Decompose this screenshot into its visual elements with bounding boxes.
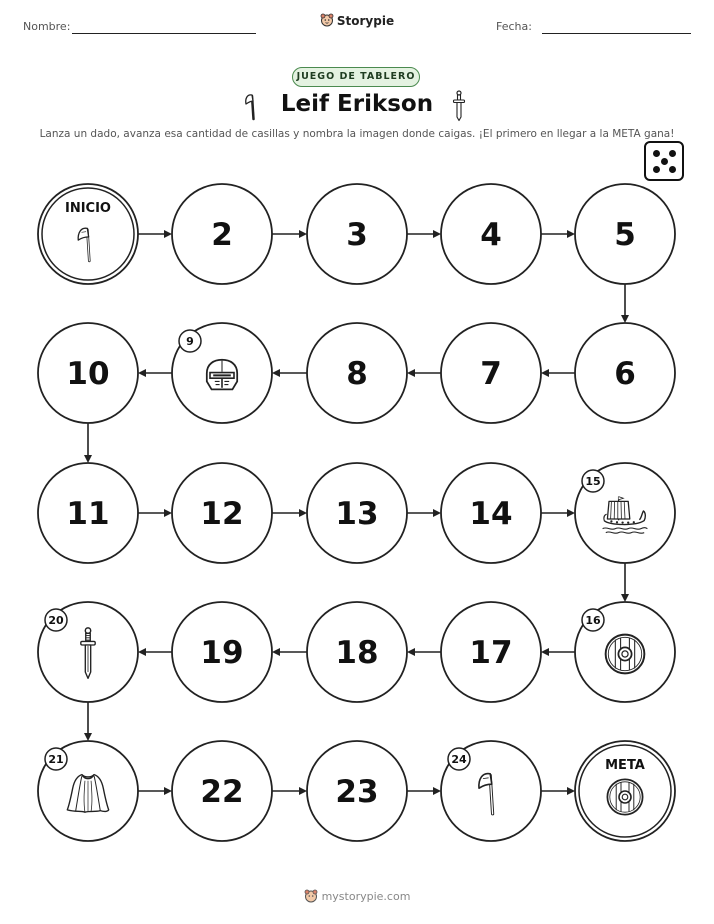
shield-icon [607,779,642,814]
path-arrow [138,648,172,656]
board-space [441,323,541,423]
path-arrow [407,369,441,377]
instructions: Lanza un dado, avanza esa cantidad de casillas y nombra la imagen donde caigas. ¡El primero en llegar a la META gana! [39,128,675,140]
footer [0,889,714,903]
svg-text:16: 16 [585,614,601,627]
path-arrow [272,648,307,656]
space-number: 10 [66,356,110,392]
path-arrow [138,230,172,238]
path-arrow [407,648,441,656]
path-arrow [407,230,441,238]
svg-text:9: 9 [186,335,194,348]
space-number: 5 [614,217,636,253]
board-space [307,463,407,563]
space-number: 18 [335,635,379,671]
path-arrow [541,369,575,377]
svg-text:20: 20 [48,614,64,627]
space-number-badge [179,330,201,352]
board-space [307,602,407,702]
board-space [307,323,407,423]
path-arrow [138,787,172,795]
board-space [575,323,675,423]
board-space [575,602,675,702]
helmet-icon [207,360,237,390]
game-type-badge: JUEGO DE TABLERO [292,67,420,87]
board-space [441,184,541,284]
path-arrow [138,369,172,377]
board-space [38,741,138,841]
path-arrow [541,787,575,795]
board-space [575,184,675,284]
board-space [172,184,272,284]
board-space [441,463,541,563]
path-arrow [272,230,307,238]
board-cells [38,184,675,841]
path-arrow [272,787,307,795]
space-number-badge [45,609,67,631]
space-number: 13 [335,496,379,532]
board-space [172,602,272,702]
space-number-badge [582,609,604,631]
space-number: 8 [346,356,368,392]
board-space [172,463,272,563]
name-label: Nombre: [23,20,71,33]
path-arrow [621,563,629,602]
space-number: 23 [335,774,379,810]
path-arrow [541,648,575,656]
storypie-logo-icon [304,889,318,903]
path-arrow [407,509,441,517]
space-number-badge [45,748,67,770]
footer-url[interactable]: mystorypie.com [321,890,411,903]
space-number: 11 [66,496,110,532]
board-space [172,323,272,423]
space-number: 14 [469,496,513,532]
space-number: 22 [200,774,244,810]
path-arrow [84,702,92,741]
goal-space [575,741,675,841]
board-space [307,184,407,284]
space-number: 17 [469,635,513,671]
board-space [172,741,272,841]
board-space [441,741,541,841]
path-arrow [541,230,575,238]
path-arrow [272,369,307,377]
board-space [307,741,407,841]
shield-icon [606,635,645,674]
page-title: Leif Erikson [280,91,434,117]
brand-name: Storypie [336,14,395,28]
svg-text:21: 21 [48,753,64,766]
start-space [38,184,138,284]
board-space [38,602,138,702]
space-number: 4 [480,217,502,253]
path-arrow [407,787,441,795]
svg-text:15: 15 [585,475,601,488]
board-space [38,463,138,563]
date-label: Fecha: [496,20,532,33]
path-arrow [138,509,172,517]
board-space [575,463,675,563]
path-arrow [84,423,92,463]
start-label: INICIO [65,201,111,216]
space-number: 7 [480,356,502,392]
path-arrow [541,509,575,517]
space-number: 3 [346,217,368,253]
space-number: 19 [200,635,244,671]
path-arrow [272,509,307,517]
path-arrow [621,284,629,323]
space-number: 12 [200,496,244,532]
board-space [38,323,138,423]
goal-label: META [605,758,645,773]
space-number: 2 [211,217,233,253]
svg-text:24: 24 [451,753,467,766]
board-space [441,602,541,702]
space-number-badge [448,748,470,770]
space-number: 6 [614,356,636,392]
space-number-badge [582,470,604,492]
